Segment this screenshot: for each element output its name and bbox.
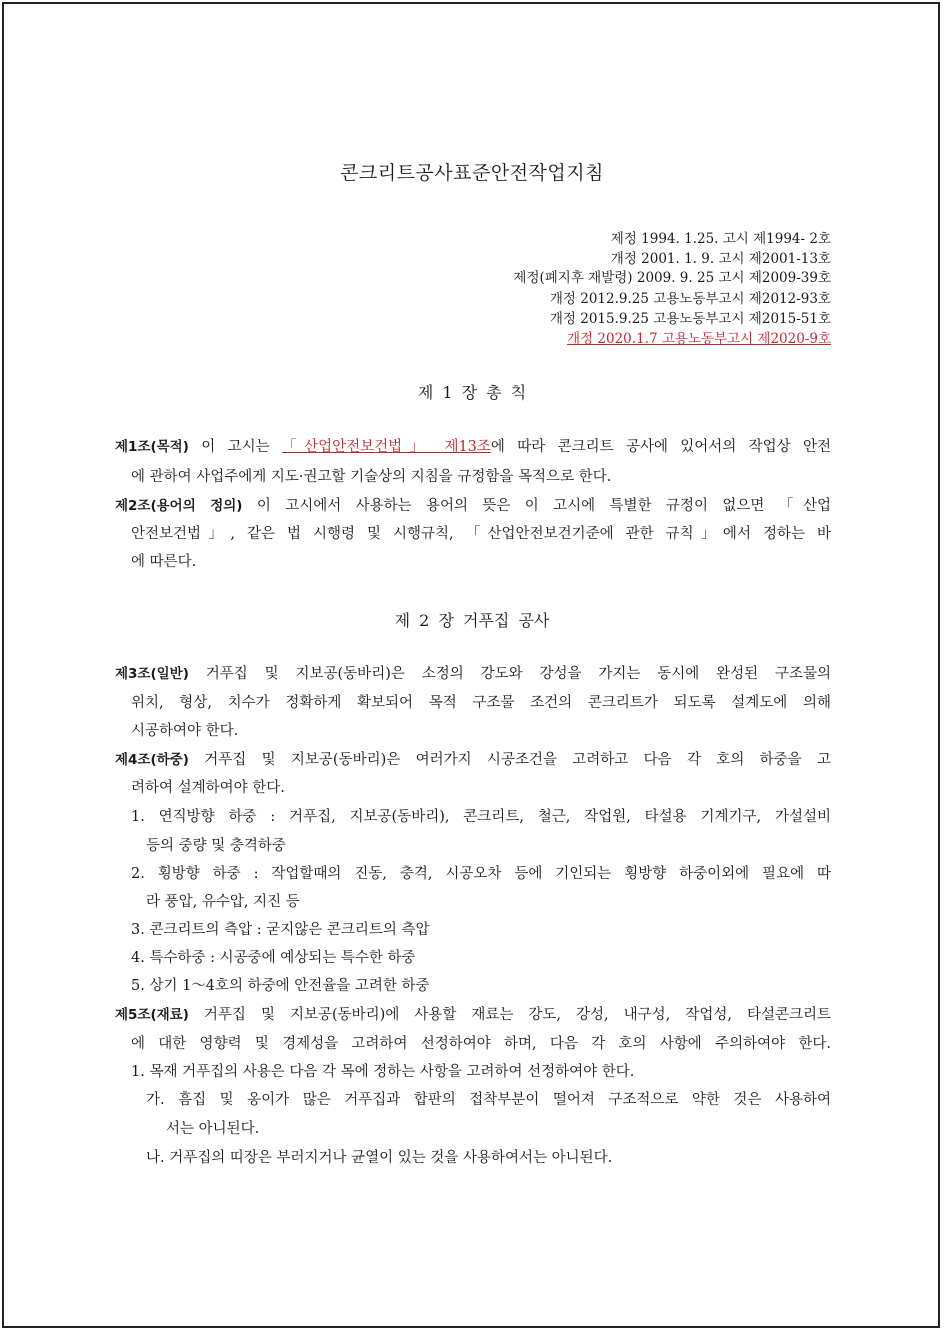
article-4-heading: 제4조(하중) [115, 752, 189, 768]
article-5-sub-na: 나. 거푸집의 띠장은 부러지거나 균열이 있는 것을 사용하여서는 아니된다. [146, 1150, 613, 1166]
article-5-text: 거푸집 및 지보공(동바리)에 사용할 재료는 강도, 강성, 내구성, 작업성, 타설콘크리트 [188, 1007, 831, 1023]
article-2-line-3: 에 따른다. [131, 554, 197, 570]
chapter-1-heading: 제 1 장 총 칙 [417, 383, 527, 402]
article-4-item-5: 5. 상기 1～4호의 하중에 안전율을 고려한 하중 [131, 978, 430, 994]
history-latest-text: 개정 2020.1.7 고용노동부고시 제2020-9호 [567, 331, 831, 347]
article-3-heading: 제3조(일반) [115, 666, 189, 682]
article-4-item-2: 2. 횡방향 하중 : 작업할때의 진동, 충격, 시공오차 등에 기인되는 횡방향 하중이외에 필요에 따 [131, 866, 831, 882]
article-2-line-2: 안전보건법」, 같은 법 시행령 및 시행규칙, 「산업안전보건기준에 관한 규칙」에서 정하는 바 [131, 526, 831, 542]
article-1-heading: 제1조(목적) [115, 439, 189, 455]
history-line: 개정 2012.9.25 고용노동부고시 제2012-93호 [549, 291, 831, 307]
history-line: 제정 1994. 1.25. 고시 제1994- 2호 [610, 231, 831, 247]
article-3-line-3: 시공하여야 한다. [131, 723, 239, 739]
article-3 [115, 662, 831, 683]
article-5 [115, 1003, 831, 1024]
article-4-item-1: 1. 연직방향 하중 : 거푸집, 지보공(동바리), 콘크리트, 철근, 작업원, 타설용 기계기구, 가설설비 [131, 809, 831, 825]
article-5-heading: 제5조(재료) [115, 1007, 189, 1023]
article-3-line-2: 위치, 형상, 치수가 정확하게 확보되어 목적 구조물 조건의 콘크리트가 되도록 설계도에 의해 [131, 695, 831, 711]
document-title: 콘크리트공사표준안전작업지침 [340, 162, 604, 184]
article-1-text: 이 고시는 [188, 439, 282, 455]
article-2 [115, 494, 831, 515]
history-line: 개정 2001. 1. 9. 고시 제2001-13호 [610, 251, 831, 267]
article-1 [115, 435, 831, 456]
history-line-latest [567, 327, 831, 347]
article-4-item-1-cont: 등의 중량 및 충격하중 [146, 838, 286, 854]
article-4-item-4: 4. 특수하중 : 시공중에 예상되는 특수한 하중 [131, 950, 416, 966]
article-3-text: 거푸집 및 지보공(동바리)은 소정의 강도와 강성을 가지는 동시에 완성된 구조물의 [188, 666, 831, 682]
law-reference-link[interactable]: 「산업안전보건법」 제13조 [281, 439, 491, 455]
article-4-item-2-cont: 라 풍압, 유수압, 지진 등 [146, 894, 300, 910]
history-line: 개정 2015.9.25 고용노동부고시 제2015-51호 [549, 311, 831, 327]
article-1-text-cont: 에 따라 콘크리트 공사에 있어서의 작업상 안전 [490, 439, 832, 455]
article-5-sub-ga: 가. 흠집 및 옹이가 많은 거푸집과 합판의 접착부분이 떨어져 구조적으로 약한 것은 사용하여 [146, 1092, 831, 1108]
article-5-sub-ga-cont: 서는 아니된다. [166, 1121, 260, 1137]
article-1-line-2: 에 관하여 사업주에게 지도·권고할 기술상의 지침을 규정함을 목적으로 한다. [131, 469, 612, 485]
chapter-2-heading: 제 2 장 거푸집 공사 [394, 611, 550, 630]
article-4 [115, 748, 831, 769]
article-4-item-3: 3. 콘크리트의 측압 : 굳지않은 콘크리트의 측압 [131, 922, 430, 938]
article-4-line-2: 려하여 설계하여야 한다. [131, 780, 285, 796]
article-2-text: 이 고시에서 사용하는 용어의 뜻은 이 고시에 특별한 규정이 없으면 「산업 [242, 498, 831, 514]
article-5-line-2: 에 대한 영향력 및 경제성을 고려하여 선정하여야 하며, 다음 각 호의 사항에 주의하여야 한다. [131, 1036, 831, 1052]
article-2-heading: 제2조(용어의 정의) [115, 498, 243, 514]
article-5-item-1: 1. 목재 거푸집의 사용은 다음 각 목에 정하는 사항을 고려하여 선정하여야 한다. [131, 1064, 635, 1080]
history-line: 제정(폐지후 재발령) 2009. 9. 25 고시 제2009-39호 [513, 270, 831, 286]
article-4-text: 거푸집 및 지보공(동바리)은 여러가지 시공조건을 고려하고 다음 각 호의 하중을 고 [188, 752, 831, 768]
